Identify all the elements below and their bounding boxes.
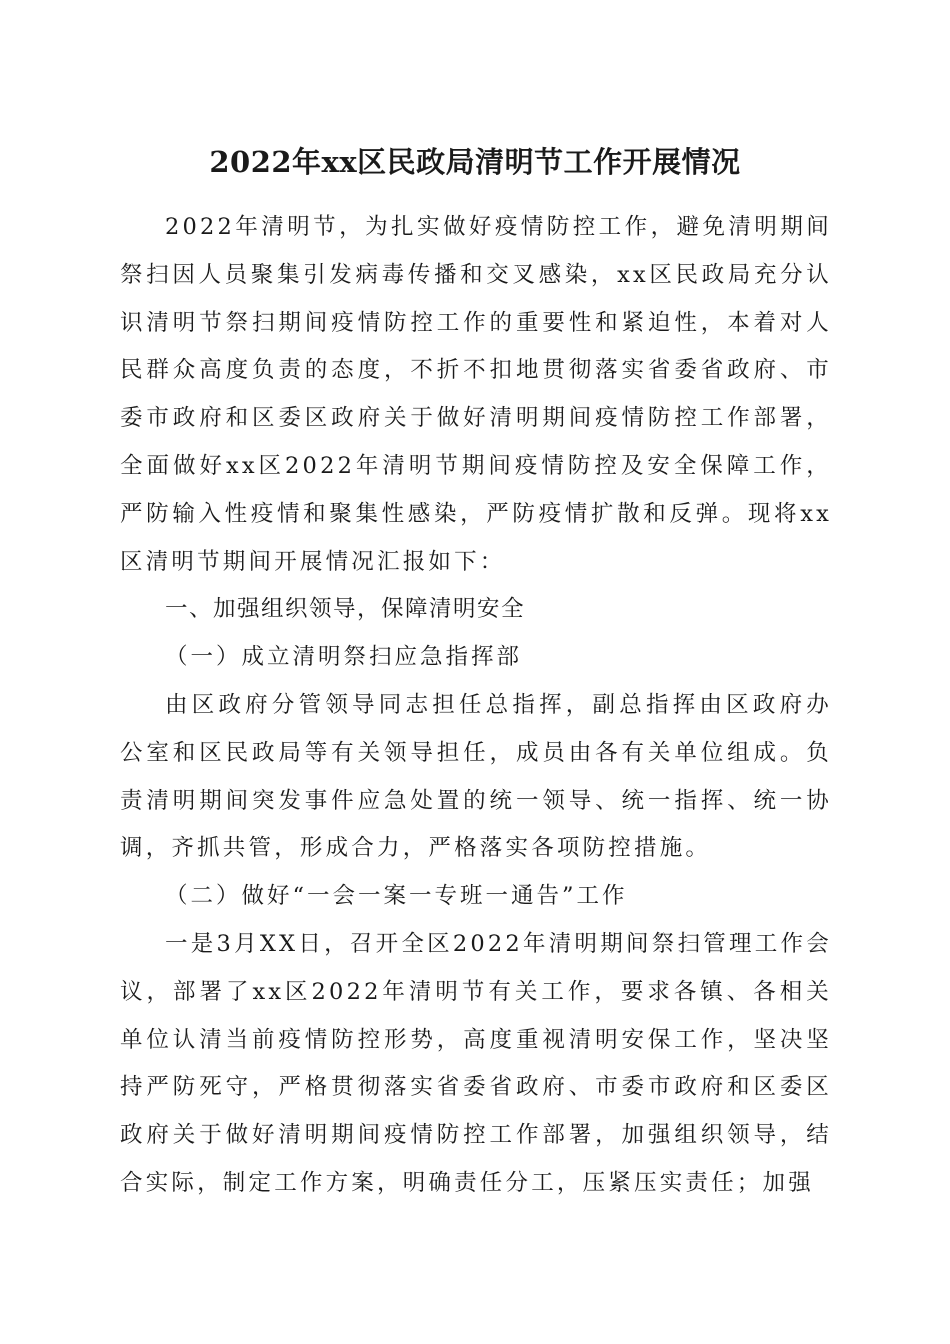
subsection-paragraph-1: 由区政府分管领导同志担任总指挥，副总指挥由区政府办公室和区民政局等有关领导担任，成员由各有关单位组成。负责清明期间突发事件应急处置的统一领导、统一指挥、统一协调，齐抓共管，形成合力，严格落实各项防控措施。	[120, 691, 832, 862]
intro-paragraph: 2022年清明节，为扎实做好疫情防控工作，避免清明期间祭扫因人员聚集引发病毒传播和交叉感染，xx区民政局充分认识清明节祭扫期间疫情防控工作的重要性和紧迫性，本着对人民群众高度负责的态度，不折不扣地贯彻落实省委省政府、市委市政府和区委区政府关于做好清明期间疫情防控工作部署，全面做好xx区2022年清明节期间疫情防控及安全保障工作，严防输入性疫情和聚集性感染，严防疫情扩散和反弹。现将xx区清明节期间开展情况汇报如下：	[120, 214, 832, 575]
subsection-heading-2: （二）做好“一会一案一专班一通告”工作	[165, 883, 628, 910]
subsection-heading-1: （一）成立清明祭扫应急指挥部	[165, 644, 523, 671]
document-title: 2022年xx区民政局清明节工作开展情况	[209, 145, 741, 179]
section-heading-1: 一、加强组织领导，保障清明安全	[165, 596, 526, 623]
document-body	[120, 204, 832, 1208]
subsection-paragraph-2: 一是3月XX日，召开全区2022年清明期间祭扫管理工作会议，部署了xx区2022年清明节有关工作，要求各镇、各相关单位认清当前疫情防控形势，高度重视清明安保工作，坚决坚持严防死守，严格贯彻落实省委省政府、市委市政府和区委区政府关于做好清明期间疫情防控工作部署，加强组织领导，结合实际，制定工作方案，明确责任分工，压紧压实责任；加强	[120, 930, 832, 1196]
